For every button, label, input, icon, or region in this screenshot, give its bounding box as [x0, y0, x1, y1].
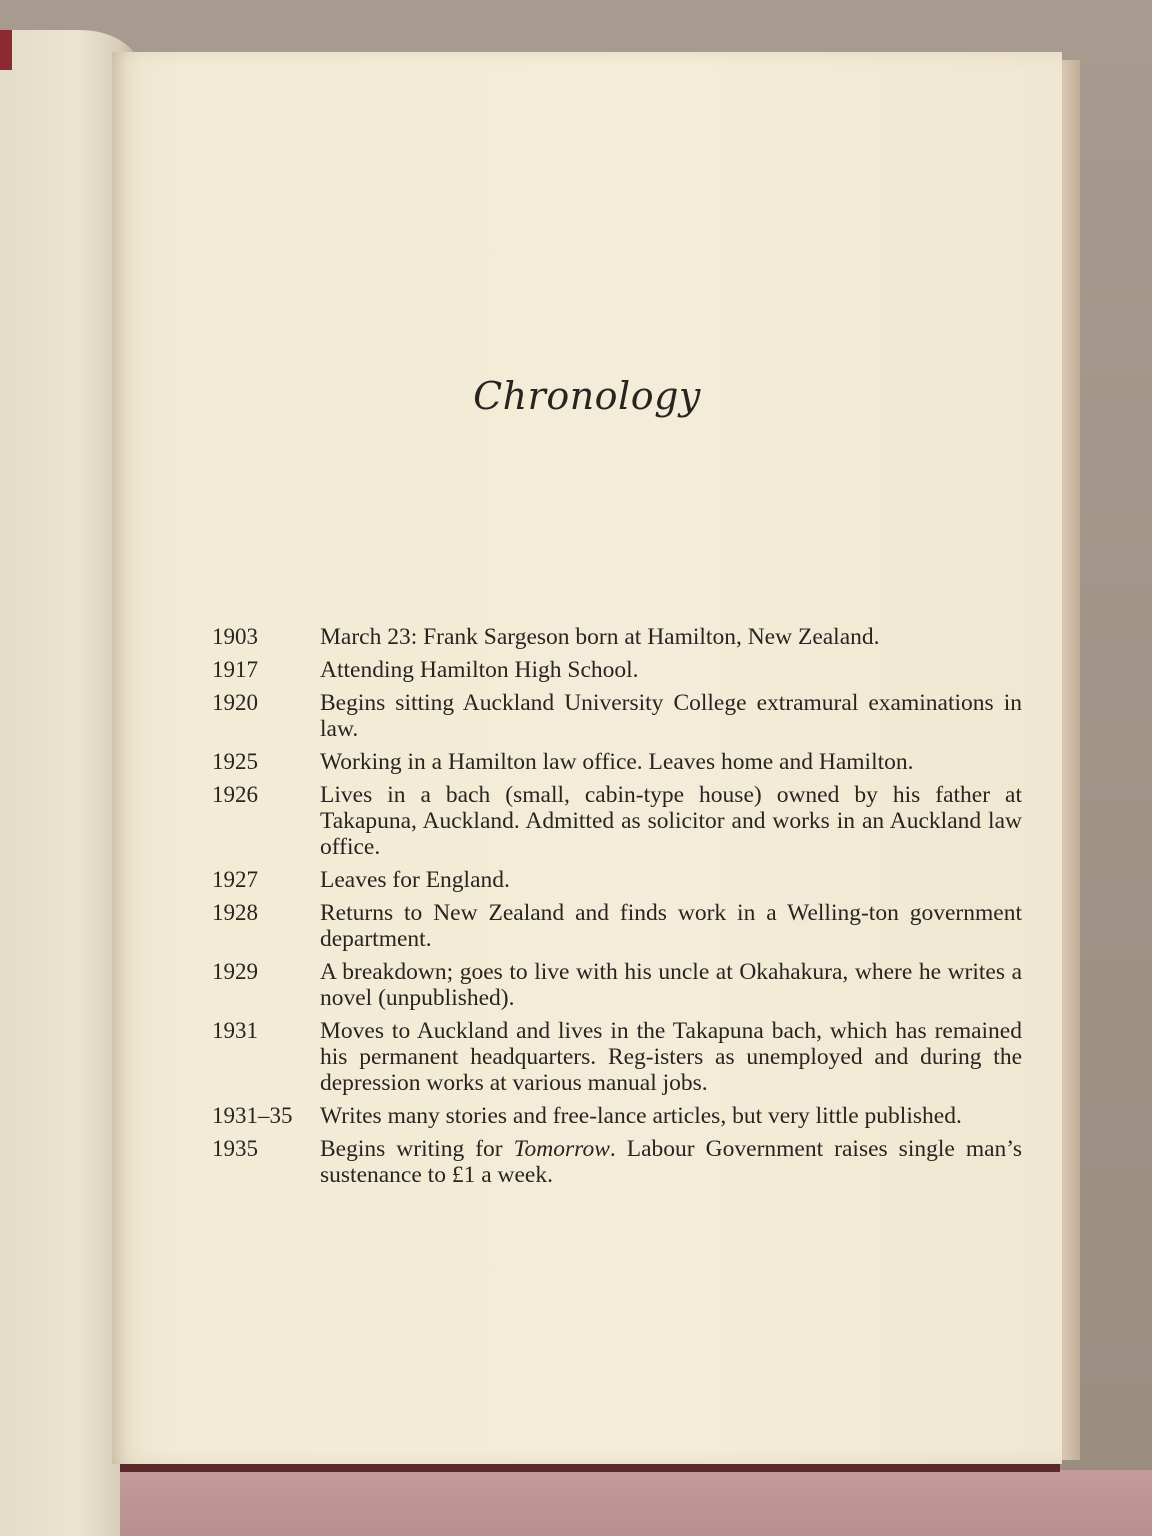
chronology-entry	[212, 624, 1022, 650]
entry-year: 1903	[212, 624, 258, 649]
entry-text: Lives in a bach (small, cabin-type house) owned by his father at Takapuna, Auckland. Admitted as solicitor and works in an Auckland law office.	[320, 782, 1022, 860]
chronology-entry	[212, 900, 1022, 952]
entry-text-start: Begins writing for	[320, 1136, 514, 1162]
entry-text: Writes many stories and free-lance articles, but very little published.	[320, 1103, 962, 1129]
entry-text: Moves to Auckland and lives in the Takapuna bach, which has remained his permanent headquarters. Reg-isters as unemployed and during the depression works at various manual jobs.	[320, 1018, 1022, 1096]
entry-year: 1931	[212, 1018, 258, 1043]
entry-year: 1935	[212, 1136, 258, 1161]
entry-text: Working in a Hamilton law office. Leaves home and Hamilton.	[320, 749, 914, 775]
chronology-entry	[212, 749, 1022, 775]
entry-year: 1928	[212, 900, 258, 925]
entry-year: 1926	[212, 782, 258, 807]
entry-text: Returns to New Zealand and finds work in a Welling-ton government department.	[320, 900, 1022, 952]
chronology-entry	[212, 1136, 1022, 1188]
chronology-entry	[212, 1103, 1022, 1129]
cover-edge	[0, 30, 12, 70]
entry-year: 1917	[212, 657, 258, 682]
entry-text-end: . Labour Government raises single man’s sustenance to £1 a week.	[320, 1136, 1022, 1188]
entry-text: March 23: Frank Sargeson born at Hamilton, New Zealand.	[320, 624, 880, 650]
chronology-entry	[212, 959, 1022, 1011]
entry-year: 1927	[212, 867, 258, 892]
book-page	[112, 52, 1062, 1464]
entry-year: 1931–35	[212, 1103, 293, 1128]
entry-year: 1920	[212, 690, 258, 715]
chronology-entry	[212, 1018, 1022, 1096]
entry-text: Attending Hamilton High School.	[320, 657, 639, 683]
entry-text: Begins sitting Auckland University College extramural examinations in law.	[320, 690, 1022, 742]
entry-text: Leaves for England.	[320, 867, 510, 893]
entry-text	[320, 1136, 1022, 1188]
table-surface	[120, 1470, 1152, 1536]
chronology-entry	[212, 657, 1022, 683]
entry-text-italic: Tomorrow	[513, 1136, 610, 1162]
page-title: Chronology	[473, 374, 701, 418]
chronology-entry	[212, 782, 1022, 860]
chronology-entry	[212, 690, 1022, 742]
entry-year: 1929	[212, 959, 258, 984]
chronology-list	[212, 624, 1022, 1195]
entry-year: 1925	[212, 749, 258, 774]
chronology-entry	[212, 867, 1022, 893]
entry-text: A breakdown; goes to live with his uncle at Okahakura, where he writes a novel (unpublished).	[320, 959, 1022, 1011]
